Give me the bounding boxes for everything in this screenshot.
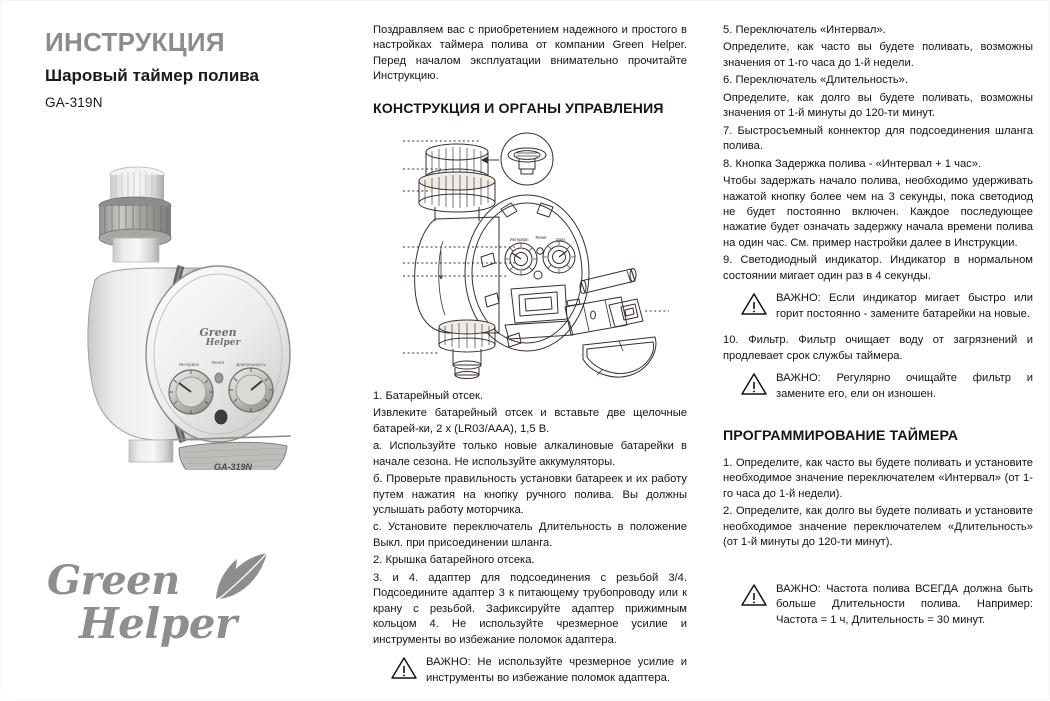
model-number: GA-319N [45,94,103,110]
control-item-6-detail: Определите, как долго вы будете поливать, возможны значения от 1-й минуты до 120-ти минут. [723,91,1033,120]
svg-text:Reset: Reset [535,234,547,240]
programming-item-2: 2. Определите, как долго вы будете поливать и установите необходимое значение переключателем «Длительность» (от 1-й минуты до 120-ти минут). [723,505,1033,549]
page-columns [1,1,1050,701]
important-note-frequency [723,582,1033,628]
warning-triangle-icon [391,656,417,680]
important-note-led-text: ВАЖНО: Если индикатор мигает быстро или горит постоянно - замените батарейки на новые. [776,292,1033,320]
section-heading-construction: КОНСТРУКЦИЯ И ОРГАНЫ УПРАВЛЕНИЯ [373,100,664,117]
svg-text:Helper: Helper [205,337,241,348]
svg-text:Интервал: Интервал [509,236,529,242]
svg-text:Интервал: Интервал [178,361,200,367]
control-item-9: 9. Светодиодный индикатор. Индикатор в нормальном состоянии мигает один раз в 4 секунды. [723,254,1033,282]
control-item-8: 8. Кнопка Задержка полива - «Интервал + 1 час». [723,157,982,170]
page-subtitle: Шаровый таймер полива [45,66,259,86]
control-item-8-detail: Чтобы задержать начало полива, необходимо удерживать нажатой кнопку более чем на 3 секунды, пока светодиод не будет постоянно включен. Каждое последующее нажатие будет означать задержку начала времени полива на один час. См. пример настройки далее в Инструкции. [723,175,1033,249]
control-item-5: 5. Переключатель «Интервал». [723,24,886,36]
svg-text:Длит.: Длит. [555,236,567,242]
svg-text:Длительность: Длительность [236,361,266,367]
svg-text:Green: Green [199,325,237,339]
construction-item-3-4: 3. и 4. адаптер для подсоединения с резьбой 3/4. Подсоедините адаптер 3 к питающему трубопроводу или к крану с резьбой. Зафиксируйте адаптер прижимным кольцом 4. Не используйте чрезмерное усилие и инструменты во избежание поломок адаптера. [373,571,687,646]
control-item-5-detail: Определите, как часто вы будете поливать, возможны значения от 1-го часа до 1-й недели. [723,41,1033,69]
section-heading-programming: ПРОГРАММИРОВАНИЕ ТАЙМЕРА [723,427,959,444]
svg-text:Reset: Reset [211,359,225,365]
important-note-led [723,291,1033,322]
middle-column [353,1,701,701]
important-note-adapter-text: ВАЖНО: Не используйте чрезмерное усилие и инструменты во избежание поломок адаптера. [426,656,687,684]
construction-item-2: 2. Крышка батарейного отсека. [373,554,535,567]
important-note-filter [723,371,1033,402]
control-item-6: 6. Переключатель «Длительность». [723,74,909,87]
warning-triangle-icon [741,372,767,396]
important-note-frequency-text: ВАЖНО: Частота полива ВСЕГДА должна быть больше Длительности полива. Например: Частота = 1 ч, Длительность = 30 минут. [776,582,1033,626]
programming-item-1: 1. Определите, как часто вы будете поливать и установите необходимое значение переключателем «Интервал» (от 1-го часа до 1-й недели). [723,456,1033,500]
svg-text:GA-319N: GA-319N [213,461,253,470]
logo-line-1: Green [47,557,180,604]
construction-item-1c: с. Установите переключатель Длительность в положение Выкл. при присоединении шланга. [373,521,687,549]
right-column [701,1,1050,701]
construction-item-1-detail: Извлеките батарейный отсек и вставьте две щелочные батарей-ки, 2 x (LR03/AAA), 1,5 В. [373,407,687,435]
exploded-view-water-timer [369,129,699,381]
logo-line-2: Helper [79,599,237,648]
water-timer-product-photo [55,140,305,470]
left-column [1,1,353,701]
brand-logo [45,551,285,663]
page-title: ИНСТРУКЦИЯ [45,27,225,57]
construction-item-1: 1. Батарейный отсек. [373,389,484,402]
control-item-7: 7. Быстросъемный коннектор для подсоединения шланга полива. [723,124,1033,153]
important-note-adapter [373,655,687,686]
important-note-filter-text: ВАЖНО: Регулярно очищайте фильтр и замените его, ели он изношен. [776,372,1033,400]
construction-item-1b: б. Проверьте правильность установки батареек и их работу путем нажатия на кнопку ручного полива. Вы должны услышать работу моторчика. [373,473,687,516]
warning-triangle-icon [741,292,767,316]
warning-triangle-icon [741,583,767,607]
construction-item-1a: а. Используйте только новые алкалиновые батарейки в начале сезона. Не используйте аккумуляторы. [373,440,687,468]
control-item-10-filter: 10. Фильтр. Фильтр очищает воду от загрязнений и продлевает срок службы таймера. [723,334,1033,362]
intro-paragraph: Поздравляем вас с приобретением надежного и простого в настройках таймера полива от компании Green Helper. Перед началом эксплуатации внимательно прочитайте Инструкцию. [373,24,687,83]
